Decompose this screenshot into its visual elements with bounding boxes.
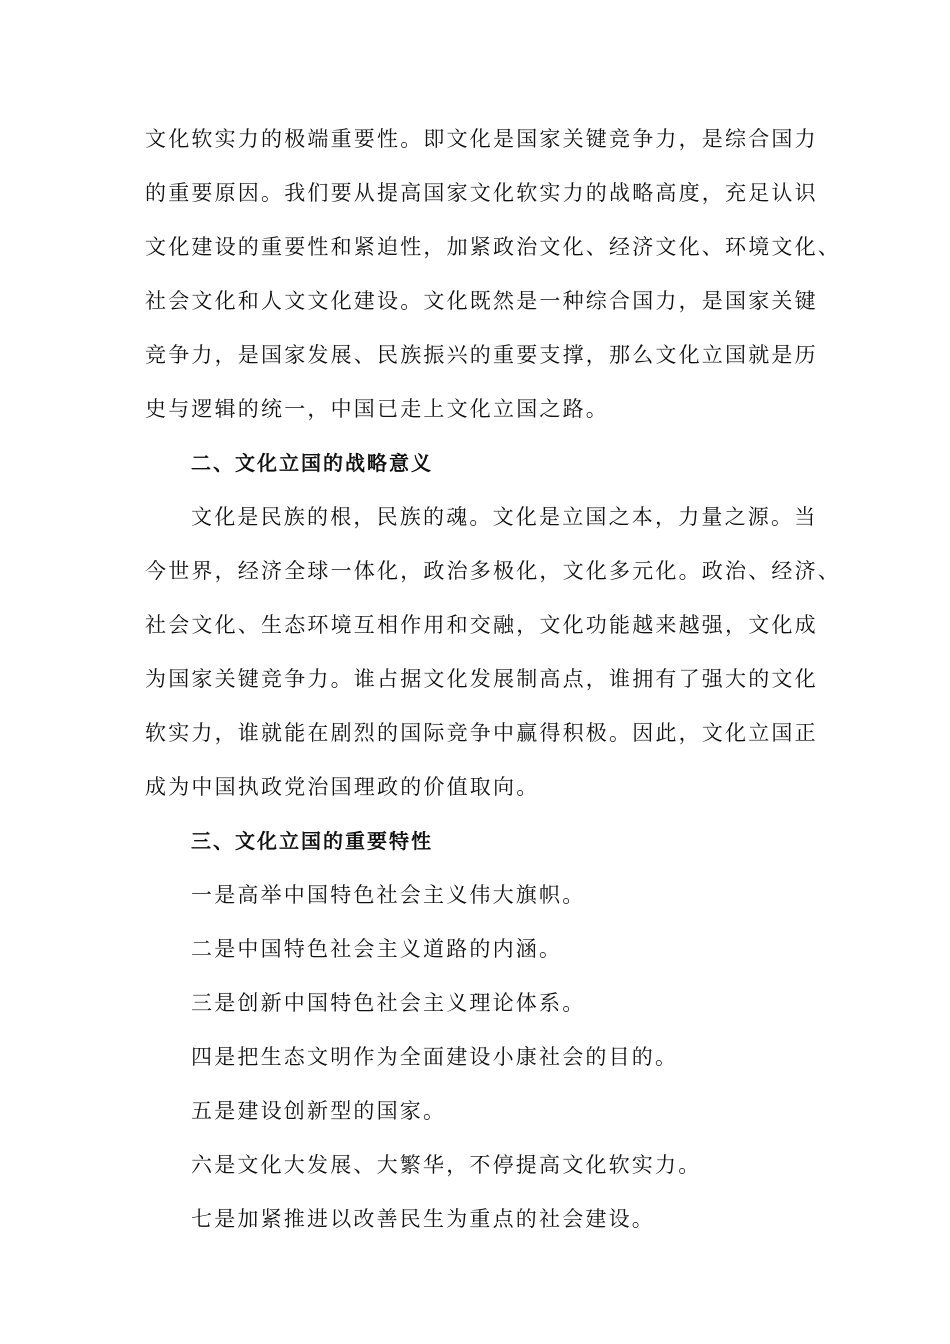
section-heading-key-features: 三、文化立国的重要特性: [191, 829, 433, 853]
list-item: 三是创新中国特色社会主义理论体系。: [191, 991, 586, 1015]
list-item: 四是把生态文明作为全面建设小康社会的目的。: [191, 1045, 679, 1069]
paragraph-line: 软实力，谁就能在剧烈的国际竞争中赢得积极。因此，文化立国正: [145, 721, 818, 745]
paragraph-line: 文化软实力的极端重要性。即文化是国家关键竞争力，是综合国力: [145, 127, 818, 151]
document-body: [145, 112, 841, 1246]
paragraph-line: 今世界，经济全球一体化，政治多极化，文化多元化。政治、经济、: [145, 559, 841, 583]
list-item: 七是加紧推进以改善民生为重点的社会建设。: [191, 1207, 655, 1231]
paragraph-line: 成为中国执政党治国理政的价值取向。: [145, 775, 540, 799]
paragraph-line: 文化是民族的根，民族的魂。文化是立国之本，力量之源。当: [191, 505, 818, 529]
paragraph-line: 竞争力，是国家发展、民族振兴的重要支撑，那么文化立国就是历: [145, 343, 818, 367]
section-heading-strategic-significance: 二、文化立国的战略意义: [191, 451, 433, 475]
paragraph-line: 为国家关键竞争力。谁占据文化发展制高点，谁拥有了强大的文化: [145, 667, 818, 691]
list-item: 五是建设创新型的国家。: [191, 1099, 447, 1123]
paragraph-line: 史与逻辑的统一，中国已走上文化立国之路。: [145, 397, 609, 421]
list-item: 六是文化大发展、大繁华，不停提高文化软实力。: [191, 1153, 702, 1177]
list-item: 一是高举中国特色社会主义伟大旗帜。: [191, 883, 586, 907]
paragraph-line: 的重要原因。我们要从提高国家文化软实力的战略高度，充足认识: [145, 181, 818, 205]
paragraph-line: 文化建设的重要性和紧迫性，加紧政治文化、经济文化、环境文化、: [145, 235, 841, 259]
paragraph-line: 社会文化、生态环境互相作用和交融，文化功能越来越强，文化成: [145, 613, 818, 637]
list-item: 二是中国特色社会主义道路的内涵。: [191, 937, 563, 961]
paragraph-line: 社会文化和人文文化建设。文化既然是一种综合国力，是国家关键: [145, 289, 818, 313]
